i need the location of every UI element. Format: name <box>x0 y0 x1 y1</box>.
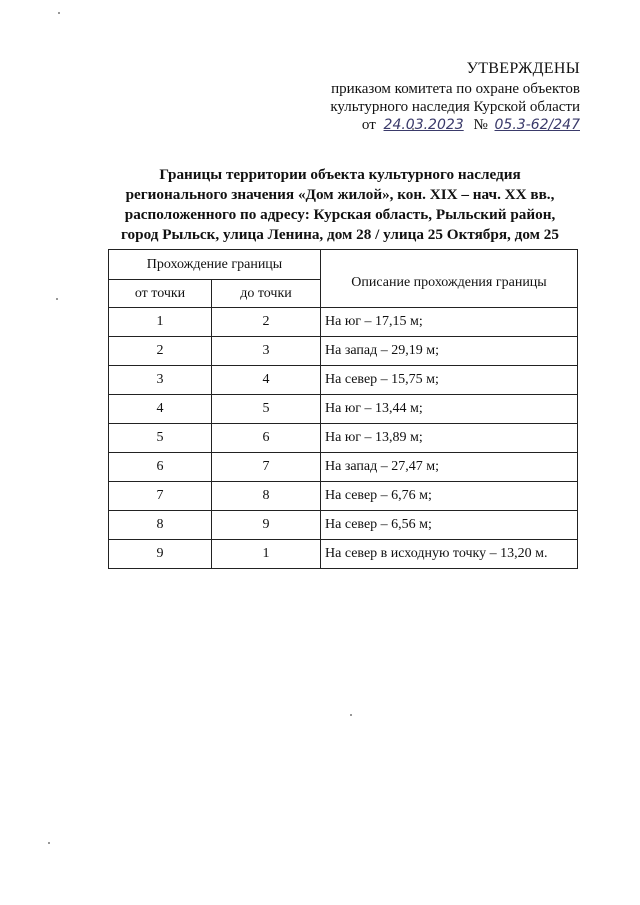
description-cell: На запад – 29,19 м; <box>321 337 578 366</box>
table-row <box>109 337 578 366</box>
from-point-cell: 5 <box>109 424 212 453</box>
to-point-cell: 9 <box>212 511 321 540</box>
to-point-cell: 3 <box>212 337 321 366</box>
title-line-2: регионального значения «Дом жилой», кон. XIX – нач. XX вв., <box>125 186 555 203</box>
to-point-cell: 5 <box>212 395 321 424</box>
description-cell: На север – 6,56 м; <box>321 511 578 540</box>
table-row <box>109 540 578 569</box>
description-cell: На юг – 13,44 м; <box>321 395 578 424</box>
table-row <box>109 511 578 540</box>
to-point-header: до точки <box>212 280 321 308</box>
to-point-cell: 6 <box>212 424 321 453</box>
title-line-1: Границы территории объекта культурного наследия <box>159 166 521 183</box>
approval-date-number-line <box>362 116 580 134</box>
from-point-cell: 1 <box>109 308 212 337</box>
from-point-cell: 2 <box>109 337 212 366</box>
scan-speck <box>350 714 352 716</box>
approval-block <box>280 60 580 140</box>
from-point-cell: 3 <box>109 366 212 395</box>
description-cell: На запад – 27,47 м; <box>321 453 578 482</box>
to-point-cell: 4 <box>212 366 321 395</box>
to-point-cell: 2 <box>212 308 321 337</box>
description-cell: На север в исходную точку – 13,20 м. <box>321 540 578 569</box>
approval-heading: УТВЕРЖДЕНЫ <box>466 60 580 77</box>
table-row <box>109 453 578 482</box>
table-row <box>109 395 578 424</box>
description-cell: На север – 6,76 м; <box>321 482 578 511</box>
date-prefix: от <box>361 117 376 133</box>
from-point-cell: 6 <box>109 453 212 482</box>
approval-date: 24.03.2023 <box>383 117 464 133</box>
group-header: Прохождение границы <box>109 250 321 280</box>
from-point-cell: 9 <box>109 540 212 569</box>
table-row <box>109 482 578 511</box>
approval-committee-line: культурного наследия Курской области <box>330 99 580 115</box>
description-header: Описание прохождения границы <box>321 250 578 308</box>
from-point-cell: 8 <box>109 511 212 540</box>
to-point-cell: 1 <box>212 540 321 569</box>
table-row <box>109 424 578 453</box>
title-line-3: расположенного по адресу: Курская область, Рыльский район, <box>124 206 556 223</box>
from-point-cell: 4 <box>109 395 212 424</box>
to-point-cell: 7 <box>212 453 321 482</box>
table-row <box>109 366 578 395</box>
description-cell: На юг – 17,15 м; <box>321 308 578 337</box>
approval-order-line: приказом комитета по охране объектов <box>331 81 580 97</box>
to-point-cell: 8 <box>212 482 321 511</box>
boundary-table <box>108 249 578 569</box>
from-point-header: от точки <box>109 280 212 308</box>
scan-speck <box>58 12 60 14</box>
table-row <box>109 308 578 337</box>
scan-speck <box>56 298 58 300</box>
description-cell: На север – 15,75 м; <box>321 366 578 395</box>
title-line-4: город Рыльск, улица Ленина, дом 28 / улица 25 Октября, дом 25 <box>121 226 559 243</box>
scan-speck <box>48 842 50 844</box>
number-prefix: № <box>473 117 488 133</box>
document-title <box>60 165 620 245</box>
from-point-cell: 7 <box>109 482 212 511</box>
description-cell: На юг – 13,89 м; <box>321 424 578 453</box>
approval-number: 05.3-62/247 <box>494 117 580 133</box>
